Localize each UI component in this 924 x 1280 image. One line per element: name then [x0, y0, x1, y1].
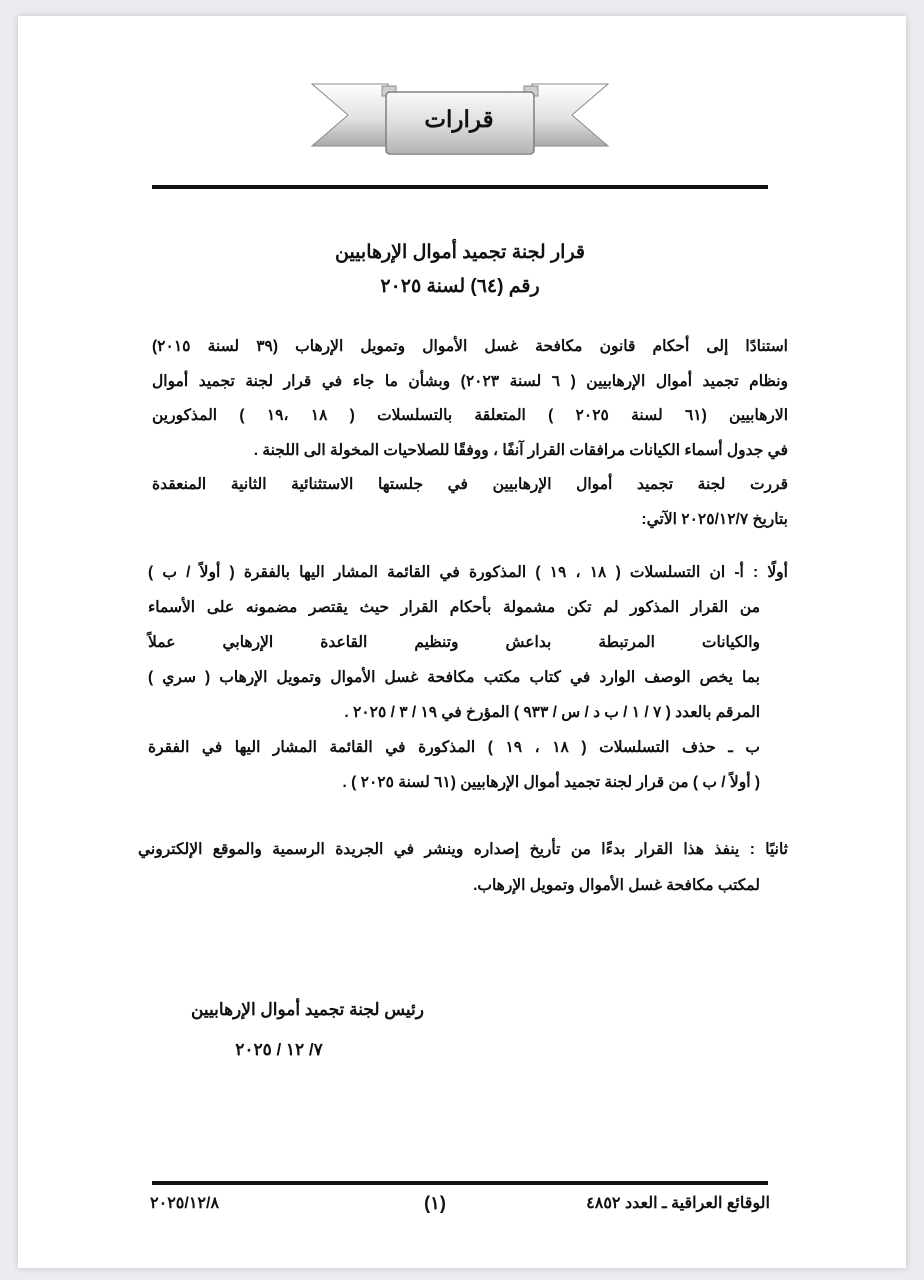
preamble-line: استنادًا إلى أحكام قانون مكافحة غسل الأموال وتمويل الإرهاب (٣٩ لسنة ٢٠١٥): [152, 338, 788, 355]
preamble-line: في جدول أسماء الكيانات مرافقات القرار آنفًا ، ووفقًا للصلاحيات المخولة الى اللجنة .: [253, 441, 788, 459]
clause-first-a-body: [148, 590, 760, 800]
decision-number: رقم (٦٤) لسنة ٢٠٢٥: [380, 276, 540, 297]
clause-second-line: ثانيًا : ينفذ هذا القرار بدءًا من تأريخ إصداره وينشر في الجريدة الرسمية والموقع الإلكتروني: [138, 841, 788, 858]
clause-second: [138, 832, 788, 868]
footer-date: ٢٠٢٥/١٢/٨: [150, 1195, 220, 1212]
clause-first-heading: [148, 556, 788, 590]
clause-second-cont: [138, 868, 760, 904]
clause-first-line-b: ب ـ حذف التسلسلات ( ١٨ ، ١٩ ) المذكورة في القائمة المشار اليها في الفقرة: [148, 739, 760, 756]
preamble-line: الارهابيين (٦١ لسنة ٢٠٢٥ ) المتعلقة بالتسلسلات ( ١٨ ،١٩ ) المذكورين: [152, 407, 789, 424]
clause-line: من القرار المذكور لم تكن مشمولة بأحكام القرار حيث يقتصر مضمونه على الأسماء: [148, 599, 760, 616]
preamble-line: ونظام تجميد أموال الإرهابيين ( ٦ لسنة ٢٠٢٣) وبشأن ما جاء في قرار لجنة تجميد أموال: [152, 372, 788, 390]
clause-line: والكيانات المرتبطة بداعش وتنظيم القاعدة الإرهابي عملاً: [148, 634, 760, 651]
top-divider: [152, 185, 768, 189]
footer-divider: [152, 1181, 768, 1185]
decision-title: قرار لجنة تجميد أموال الإرهابيين: [334, 242, 586, 263]
clause-second-line: لمكتب مكافحة غسل الأموال وتمويل الإرهاب.: [473, 877, 760, 894]
banner-title: قرارات: [424, 105, 494, 132]
clause-first-line-a: أولًا : أ- ان التسلسلات ( ١٨ ، ١٩ ) المذكورة في القائمة المشار اليها بالفقرة ( أولاً / ب ): [148, 564, 788, 581]
clause-line: المرقم بالعدد ( ٧ / ١ / ب د / س / ٩٣٣ ) المؤرخ في ١٩ / ٣ / ٢٠٢٥ .: [344, 704, 760, 721]
footer-page-number: (١): [424, 1193, 446, 1213]
preamble-line: بتاريخ ٢٠٢٥/١٢/٧ الآتي:: [641, 510, 788, 528]
section-banner: [310, 82, 610, 160]
signature-date: ٧/ ١٢ / ٢٠٢٥: [235, 1040, 323, 1059]
preamble-line: قررت لجنة تجميد أموال الإرهابيين في جلستها الاستثنائية الثانية المنعقدة: [152, 476, 788, 493]
decision-header: [150, 236, 770, 304]
signature-title: رئيس لجنة تجميد أموال الإرهابيين: [190, 1000, 424, 1019]
footer-gazette: الوقائع العراقية ـ العدد ٤٨٥٢: [586, 1195, 770, 1212]
clause-line: بما يخص الوصف الوارد في كتاب مكتب مكافحة غسل الأموال وتمويل الإرهاب ( سري ): [148, 669, 760, 686]
preamble: [152, 330, 788, 537]
clause-line: ( أولاً / ب ) من قرار لجنة تجميد أموال الإرهابيين (٦١ لسنة ٢٠٢٥ ) .: [342, 774, 760, 791]
